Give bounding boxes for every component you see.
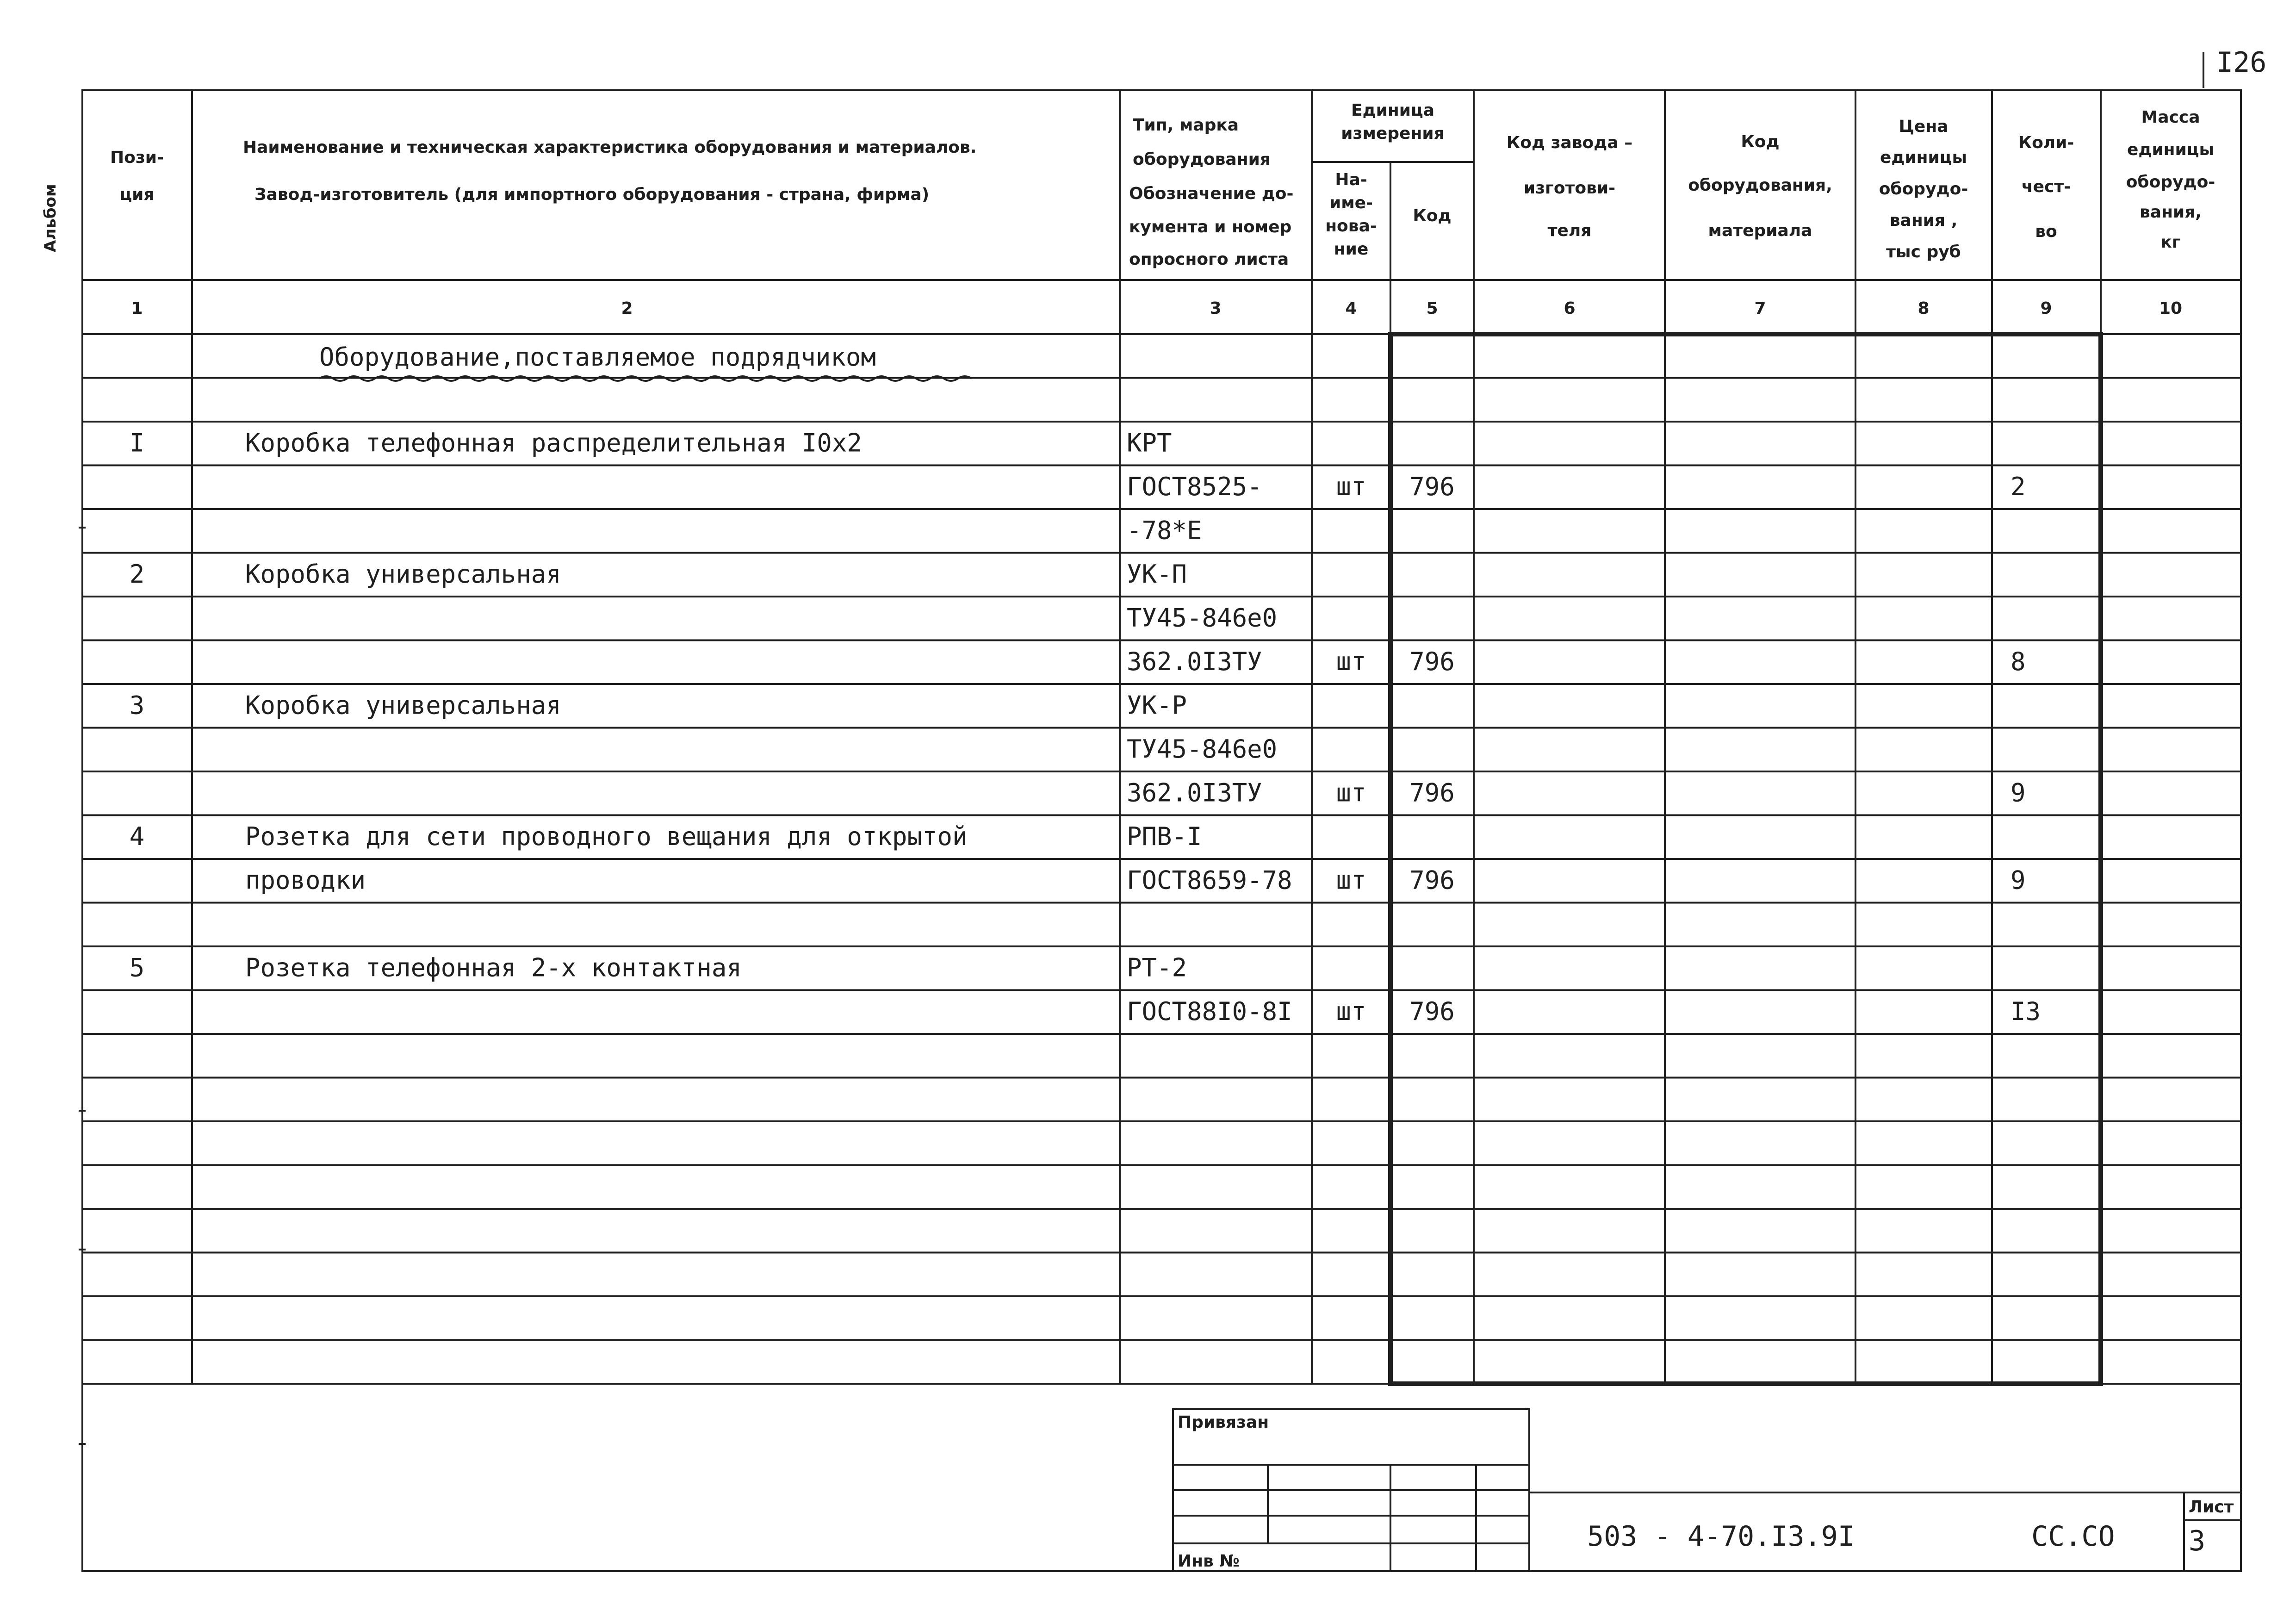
- header-col5: Код: [1413, 206, 1452, 225]
- table-row: [1127, 997, 2041, 1026]
- row-type: 362.0I3ТУ: [1127, 778, 1262, 808]
- table-row: [130, 560, 1187, 589]
- header-col3-line: Тип, марка: [1133, 116, 1239, 135]
- header-col9-line: во: [2035, 222, 2057, 241]
- header-col9-line: чест-: [2021, 177, 2071, 196]
- row-name: Коробка универсальная: [245, 559, 561, 589]
- row-position: 5: [129, 953, 145, 983]
- row-type: УК-Р: [1127, 690, 1187, 720]
- header-unit-group: [1341, 101, 1444, 143]
- row-unit: шт: [1336, 778, 1366, 808]
- header-col1: [110, 148, 164, 204]
- header-col1-line: ция: [119, 185, 155, 204]
- table-row: [130, 953, 1187, 982]
- header-col8-line: Цена: [1899, 117, 1948, 136]
- column-number: 4: [1345, 299, 1357, 318]
- column-number: 9: [2040, 299, 2052, 318]
- column-number: 8: [1917, 299, 1930, 318]
- row-type: -78*Е: [1127, 516, 1202, 545]
- row-quantity: I3: [2011, 996, 2041, 1026]
- row-type: ГОСТ8659-78: [1127, 865, 1292, 895]
- side-label: Альбом: [41, 184, 60, 252]
- header-col6-line: теля: [1547, 221, 1592, 240]
- header-col10-line: оборудо-: [2126, 173, 2215, 192]
- row-name: Коробка телефонная распределительная I0x2: [245, 428, 862, 458]
- row-type: ГОСТ88I0-8I: [1127, 996, 1292, 1026]
- header-col8-line: тыс руб: [1886, 243, 1961, 261]
- header-col10: [2126, 108, 2215, 252]
- row-type: УК-П: [1127, 559, 1187, 589]
- row-type: 362.0I3ТУ: [1127, 647, 1262, 676]
- row-position: I: [129, 428, 145, 458]
- header-col9-line: Коли-: [2018, 133, 2074, 152]
- row-unit: шт: [1336, 996, 1366, 1026]
- row-unit: шт: [1336, 865, 1366, 895]
- row-position: 4: [129, 821, 145, 851]
- row-type: КРТ: [1127, 428, 1172, 458]
- row-name: Коробка универсальная: [245, 690, 561, 720]
- row-position: 3: [129, 690, 145, 720]
- header-col8-line: единицы: [1880, 148, 1967, 167]
- row-unit-code: 796: [1409, 472, 1455, 501]
- header-col9: [2018, 133, 2074, 241]
- row-quantity: 8: [2011, 647, 2026, 676]
- row-type: ТУ45-846е0: [1127, 734, 1278, 764]
- table-row: [1127, 516, 1202, 545]
- row-unit: шт: [1336, 472, 1366, 501]
- header-col3-line: опросного листа: [1129, 250, 1289, 269]
- header-col4-line: име-: [1329, 193, 1373, 212]
- header-col4-line: нова-: [1325, 217, 1377, 236]
- header-col10-line: кг: [2160, 233, 2181, 252]
- stamp-bound-label: Привязан: [1178, 1413, 1269, 1432]
- header-col7-line: материала: [1708, 221, 1812, 240]
- row-quantity: 9: [2011, 778, 2026, 808]
- section-title: Оборудование,поставляемое подрядчиком: [319, 342, 876, 372]
- row-type: ТУ45-846е0: [1127, 603, 1278, 633]
- header-col3-line: Обозначение до-: [1129, 184, 1294, 203]
- header-col7-line: оборудования,: [1688, 176, 1832, 195]
- header-col7-line: Код: [1741, 132, 1780, 151]
- row-position: 2: [129, 559, 145, 589]
- sheet-number: 3: [2189, 1525, 2206, 1557]
- row-unit-code: 796: [1409, 865, 1455, 895]
- header-unit-line: Единица: [1351, 101, 1434, 120]
- header-col3-line: оборудования: [1133, 150, 1271, 169]
- header-col10-line: вания,: [2140, 203, 2202, 222]
- row-quantity: 2: [2011, 472, 2026, 501]
- column-number: 5: [1426, 299, 1438, 318]
- table-row: [1127, 734, 1277, 764]
- header-col4-line: На-: [1335, 170, 1367, 189]
- table-row: [245, 865, 2026, 895]
- header-col6: [1507, 133, 1632, 240]
- header-unit-line: измерения: [1341, 124, 1445, 143]
- table-row: [130, 428, 1172, 457]
- row-unit-code: 796: [1409, 996, 1455, 1026]
- table-row: [130, 690, 1187, 720]
- doc-mark: СС.СО: [2031, 1520, 2115, 1553]
- row-type: РТ-2: [1127, 953, 1187, 983]
- row-type: ГОСТ8525-: [1127, 472, 1262, 501]
- header-col3-line: кумента и номер: [1129, 218, 1292, 236]
- doc-code: 503 - 4-70.I3.9I: [1587, 1520, 1855, 1553]
- header-col10-line: единицы: [2127, 140, 2215, 159]
- header-col4: [1325, 170, 1377, 259]
- header-col10-line: Масса: [2141, 108, 2200, 127]
- table-row: [1127, 603, 1277, 632]
- header-col2-line: Наименование и техническая характеристика оборудования и материалов.: [243, 138, 977, 157]
- header-col7: [1688, 132, 1832, 240]
- column-number: 7: [1754, 299, 1766, 318]
- column-number: 6: [1564, 299, 1576, 318]
- header-col3: [1129, 116, 1293, 269]
- header-col4-line: ние: [1334, 240, 1369, 259]
- row-unit-code: 796: [1409, 778, 1455, 808]
- column-number: 2: [621, 299, 633, 318]
- row-name: проводки: [245, 865, 366, 895]
- row-quantity: 9: [2011, 865, 2026, 895]
- header-col2: [243, 138, 976, 204]
- row-unit-code: 796: [1409, 647, 1455, 676]
- table-row: [1127, 778, 2026, 807]
- column-number: 3: [1210, 299, 1222, 318]
- column-number: 10: [2159, 299, 2183, 318]
- header-col6-line: Код завода –: [1506, 133, 1633, 152]
- table-row: [1127, 647, 2026, 676]
- header-col8-line: оборудо-: [1879, 180, 1968, 199]
- column-numbers: [131, 299, 2182, 318]
- row-name: Розетка для сети проводного вещания для открытой: [245, 821, 968, 851]
- header-col8: [1879, 117, 1968, 261]
- row-unit: шт: [1336, 647, 1366, 676]
- header-col6-line: изготови-: [1523, 179, 1616, 198]
- column-number: 1: [131, 299, 143, 318]
- row-name: Розетка телефонная 2-х контактная: [245, 953, 742, 983]
- header-col1-line: Пози-: [110, 148, 164, 167]
- row-type: РПВ-I: [1127, 821, 1202, 851]
- sheet-label: Лист: [2189, 1498, 2234, 1517]
- stamp-inv-label: Инв №: [1178, 1552, 1240, 1571]
- page-number: I26: [2216, 46, 2267, 79]
- header-col8-line: вания ,: [1889, 211, 1958, 230]
- table-row: [1127, 472, 2026, 501]
- header-col2-line: Завод-изготовитель (для импортного оборудования - страна, фирма): [254, 185, 930, 204]
- table-row: [130, 822, 1202, 851]
